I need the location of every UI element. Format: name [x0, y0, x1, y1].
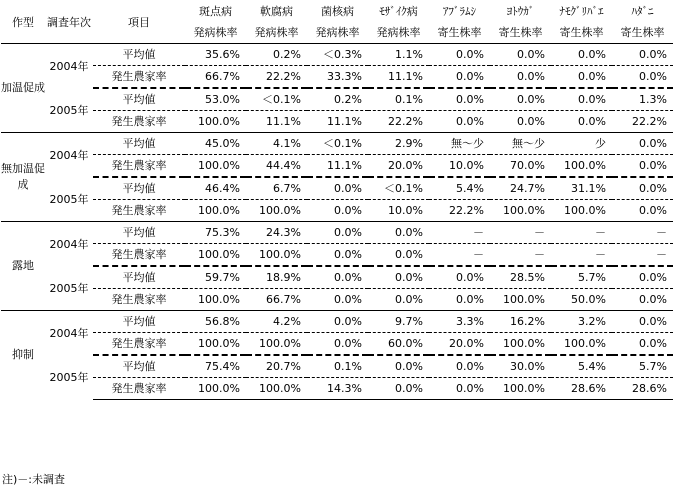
header-item: 項目 — [128, 15, 150, 29]
value-cell: 0.0% — [368, 222, 429, 244]
value-cell: 4.1% — [246, 133, 307, 155]
value-cell: 28.6% — [612, 378, 673, 400]
value-cell: 46.4% — [185, 177, 246, 200]
value-cell: 100.0% — [185, 244, 246, 267]
table-row — [1, 133, 673, 155]
value-cell: 1.3% — [612, 88, 673, 111]
value-cell: 0.0% — [612, 266, 673, 289]
table-body — [1, 44, 673, 400]
value-cell: 5.7% — [612, 355, 673, 378]
row-item-label: 発生農家率 — [93, 289, 185, 311]
value-cell: 53.0% — [185, 88, 246, 111]
value-cell: 0.0% — [490, 88, 551, 111]
survey-year-label: 2005年 — [49, 370, 89, 384]
value-cell: 0.0% — [490, 111, 551, 133]
value-cell: 100.0% — [185, 333, 246, 356]
value-cell: 100.0% — [246, 244, 307, 267]
value-cell: 16.2% — [490, 311, 551, 333]
value-cell: 1.1% — [368, 44, 429, 66]
table-row — [1, 355, 673, 378]
value-cell: 0.1% — [307, 355, 368, 378]
value-cell: 35.6% — [185, 44, 246, 66]
value-cell: 56.8% — [185, 311, 246, 333]
value-cell: 33.3% — [307, 66, 368, 89]
value-cell: 9.7% — [368, 311, 429, 333]
header-column-name: ｱﾌﾞﾗﾑｼ — [443, 5, 476, 18]
header-column-name: 菌核病 — [321, 5, 354, 18]
row-item-label: 平均値 — [93, 355, 185, 378]
header-year: 調査年次 — [47, 15, 91, 29]
row-item-label: 平均値 — [93, 44, 185, 66]
value-cell: 10.0% — [429, 155, 490, 178]
value-cell: 20.7% — [246, 355, 307, 378]
value-cell: 22.2% — [368, 111, 429, 133]
value-cell: 0.0% — [612, 66, 673, 89]
value-cell: 100.0% — [185, 200, 246, 222]
value-cell: 11.1% — [246, 111, 307, 133]
value-cell: 3.3% — [429, 311, 490, 333]
value-cell: 0.0% — [368, 244, 429, 267]
value-cell: 0.0% — [612, 311, 673, 333]
value-cell: 2.9% — [368, 133, 429, 155]
value-cell: 24.3% — [246, 222, 307, 244]
value-cell: 4.2% — [246, 311, 307, 333]
value-cell: － — [490, 244, 551, 267]
value-cell: 0.0% — [612, 177, 673, 200]
value-cell: 少 — [551, 133, 612, 155]
value-cell: － — [551, 244, 612, 267]
table-row — [1, 378, 673, 400]
table-row — [1, 333, 673, 356]
value-cell: 100.0% — [185, 289, 246, 311]
header-column-name: ﾓｻﾞｲｸ病 — [379, 5, 418, 18]
row-item-label: 平均値 — [93, 311, 185, 333]
value-cell: 100.0% — [551, 155, 612, 178]
header-type: 作型 — [12, 15, 34, 29]
value-cell: 0.0% — [551, 111, 612, 133]
table-row — [1, 44, 673, 66]
header-column-metric: 寄生株率 — [620, 26, 665, 39]
survey-year-label: 2005年 — [49, 281, 89, 295]
value-cell: 0.0% — [307, 177, 368, 200]
value-cell: 100.0% — [185, 378, 246, 400]
survey-year-label: 2005年 — [49, 103, 89, 117]
header-row-names — [1, 1, 673, 22]
table-row — [1, 311, 673, 333]
value-cell: ＜0.1% — [307, 133, 368, 155]
value-cell: 0.0% — [307, 222, 368, 244]
value-cell: ＜0.1% — [368, 177, 429, 200]
value-cell: 28.5% — [490, 266, 551, 289]
value-cell: 0.0% — [429, 66, 490, 89]
value-cell: ＜0.1% — [246, 88, 307, 111]
value-cell: 0.0% — [307, 266, 368, 289]
table-row — [1, 244, 673, 267]
value-cell: 0.0% — [429, 44, 490, 66]
survey-year-label: 2004年 — [45, 311, 93, 356]
value-cell: 0.0% — [490, 44, 551, 66]
value-cell: 0.0% — [612, 200, 673, 222]
crop-type-label: 加温促成 — [1, 44, 45, 133]
value-cell: 100.0% — [246, 378, 307, 400]
value-cell: 0.0% — [612, 155, 673, 178]
value-cell: ＜0.3% — [307, 44, 368, 66]
value-cell: 100.0% — [490, 289, 551, 311]
table-row — [1, 66, 673, 89]
value-cell: 0.0% — [307, 289, 368, 311]
value-cell: － — [612, 244, 673, 267]
survey-year-label: 2004年 — [45, 133, 93, 178]
header-column-metric: 発病株率 — [376, 26, 421, 39]
value-cell: 70.0% — [490, 155, 551, 178]
value-cell: 100.0% — [185, 155, 246, 178]
value-cell: 5.4% — [551, 355, 612, 378]
value-cell: 22.2% — [246, 66, 307, 89]
value-cell: 100.0% — [246, 333, 307, 356]
value-cell: 22.2% — [612, 111, 673, 133]
header-column-metric: 発病株率 — [315, 26, 360, 39]
value-cell: 20.0% — [429, 333, 490, 356]
table-row — [1, 177, 673, 200]
table-row — [1, 111, 673, 133]
row-item-label: 発生農家率 — [93, 66, 185, 89]
value-cell: 28.6% — [551, 378, 612, 400]
crop-type-label: 無加温促成 — [1, 133, 45, 222]
header-column-metric: 発病株率 — [254, 26, 299, 39]
value-cell: 22.2% — [429, 200, 490, 222]
header-column-name: 斑点病 — [199, 5, 232, 18]
row-item-label: 発生農家率 — [93, 244, 185, 267]
value-cell: － — [490, 222, 551, 244]
value-cell: 0.1% — [368, 88, 429, 111]
value-cell: 100.0% — [246, 200, 307, 222]
value-cell: 66.7% — [185, 66, 246, 89]
value-cell: 5.7% — [551, 266, 612, 289]
table-row — [1, 200, 673, 222]
crop-type-label: 抑制 — [1, 311, 45, 400]
value-cell: 0.0% — [429, 111, 490, 133]
header-column-name: ﾖﾄｳｶﾞ — [506, 5, 535, 18]
value-cell: 5.4% — [429, 177, 490, 200]
footnote: 注)－:未調査 — [2, 473, 65, 486]
value-cell: 66.7% — [246, 289, 307, 311]
value-cell: 44.4% — [246, 155, 307, 178]
survey-year-label: 2004年 — [45, 44, 93, 89]
row-item-label: 平均値 — [93, 88, 185, 111]
value-cell: 0.0% — [307, 333, 368, 356]
value-cell: 0.0% — [429, 355, 490, 378]
value-cell: 75.3% — [185, 222, 246, 244]
value-cell: 0.2% — [246, 44, 307, 66]
value-cell: － — [551, 222, 612, 244]
row-item-label: 発生農家率 — [93, 200, 185, 222]
header-column-metric: 発病株率 — [193, 26, 238, 39]
row-item-label: 発生農家率 — [93, 378, 185, 400]
header-column-name: 軟腐病 — [260, 5, 293, 18]
value-cell: 20.0% — [368, 155, 429, 178]
row-item-label: 発生農家率 — [93, 333, 185, 356]
value-cell: － — [612, 222, 673, 244]
row-item-label: 発生農家率 — [93, 111, 185, 133]
value-cell: 31.1% — [551, 177, 612, 200]
row-item-label: 平均値 — [93, 266, 185, 289]
row-item-label: 平均値 — [93, 133, 185, 155]
value-cell: 30.0% — [490, 355, 551, 378]
value-cell: 100.0% — [490, 333, 551, 356]
value-cell: 6.7% — [246, 177, 307, 200]
value-cell: 50.0% — [551, 289, 612, 311]
header-column-name: ﾅﾓｸﾞﾘﾊﾞｴ — [559, 5, 604, 18]
value-cell: 0.0% — [490, 66, 551, 89]
value-cell: 0.0% — [307, 311, 368, 333]
value-cell: 0.0% — [429, 266, 490, 289]
value-cell: 0.0% — [368, 289, 429, 311]
value-cell: 18.9% — [246, 266, 307, 289]
value-cell: 100.0% — [490, 200, 551, 222]
value-cell: 0.0% — [368, 378, 429, 400]
table-row — [1, 88, 673, 111]
value-cell: 0.0% — [612, 133, 673, 155]
table-row — [1, 222, 673, 244]
value-cell: 45.0% — [185, 133, 246, 155]
header-column-name: ﾊﾀﾞﾆ — [631, 5, 654, 18]
table-row — [1, 289, 673, 311]
value-cell: 0.0% — [551, 44, 612, 66]
value-cell: 100.0% — [490, 378, 551, 400]
value-cell: 100.0% — [185, 111, 246, 133]
value-cell: 0.0% — [368, 266, 429, 289]
value-cell: 無～少 — [490, 133, 551, 155]
crop-type-label: 露地 — [1, 222, 45, 311]
value-cell: 100.0% — [551, 333, 612, 356]
table-row — [1, 266, 673, 289]
value-cell: 0.0% — [551, 88, 612, 111]
value-cell: 0.0% — [612, 289, 673, 311]
value-cell: 0.0% — [307, 244, 368, 267]
value-cell: 75.4% — [185, 355, 246, 378]
value-cell: 無～少 — [429, 133, 490, 155]
value-cell: 0.0% — [307, 200, 368, 222]
table-row — [1, 155, 673, 178]
header-column-metric: 寄生株率 — [498, 26, 543, 39]
value-cell: 24.7% — [490, 177, 551, 200]
value-cell: 60.0% — [368, 333, 429, 356]
value-cell: 3.2% — [551, 311, 612, 333]
value-cell: 59.7% — [185, 266, 246, 289]
header-column-metric: 寄生株率 — [559, 26, 604, 39]
value-cell: 11.1% — [307, 111, 368, 133]
value-cell: － — [429, 222, 490, 244]
row-item-label: 発生農家率 — [93, 155, 185, 178]
value-cell: 0.0% — [429, 378, 490, 400]
row-item-label: 平均値 — [93, 222, 185, 244]
value-cell: 100.0% — [551, 200, 612, 222]
value-cell: 0.0% — [429, 289, 490, 311]
value-cell: 0.0% — [551, 66, 612, 89]
value-cell: 14.3% — [307, 378, 368, 400]
header-column-metric: 寄生株率 — [437, 26, 482, 39]
value-cell: － — [429, 244, 490, 267]
value-cell: 0.0% — [429, 88, 490, 111]
value-cell: 0.0% — [612, 333, 673, 356]
survey-year-label: 2005年 — [49, 192, 89, 206]
value-cell: 0.2% — [307, 88, 368, 111]
row-item-label: 平均値 — [93, 177, 185, 200]
value-cell: 0.0% — [612, 44, 673, 66]
value-cell: 11.1% — [307, 155, 368, 178]
value-cell: 11.1% — [368, 66, 429, 89]
value-cell: 10.0% — [368, 200, 429, 222]
survey-year-label: 2004年 — [45, 222, 93, 267]
survey-table — [1, 1, 673, 400]
value-cell: 0.0% — [368, 355, 429, 378]
